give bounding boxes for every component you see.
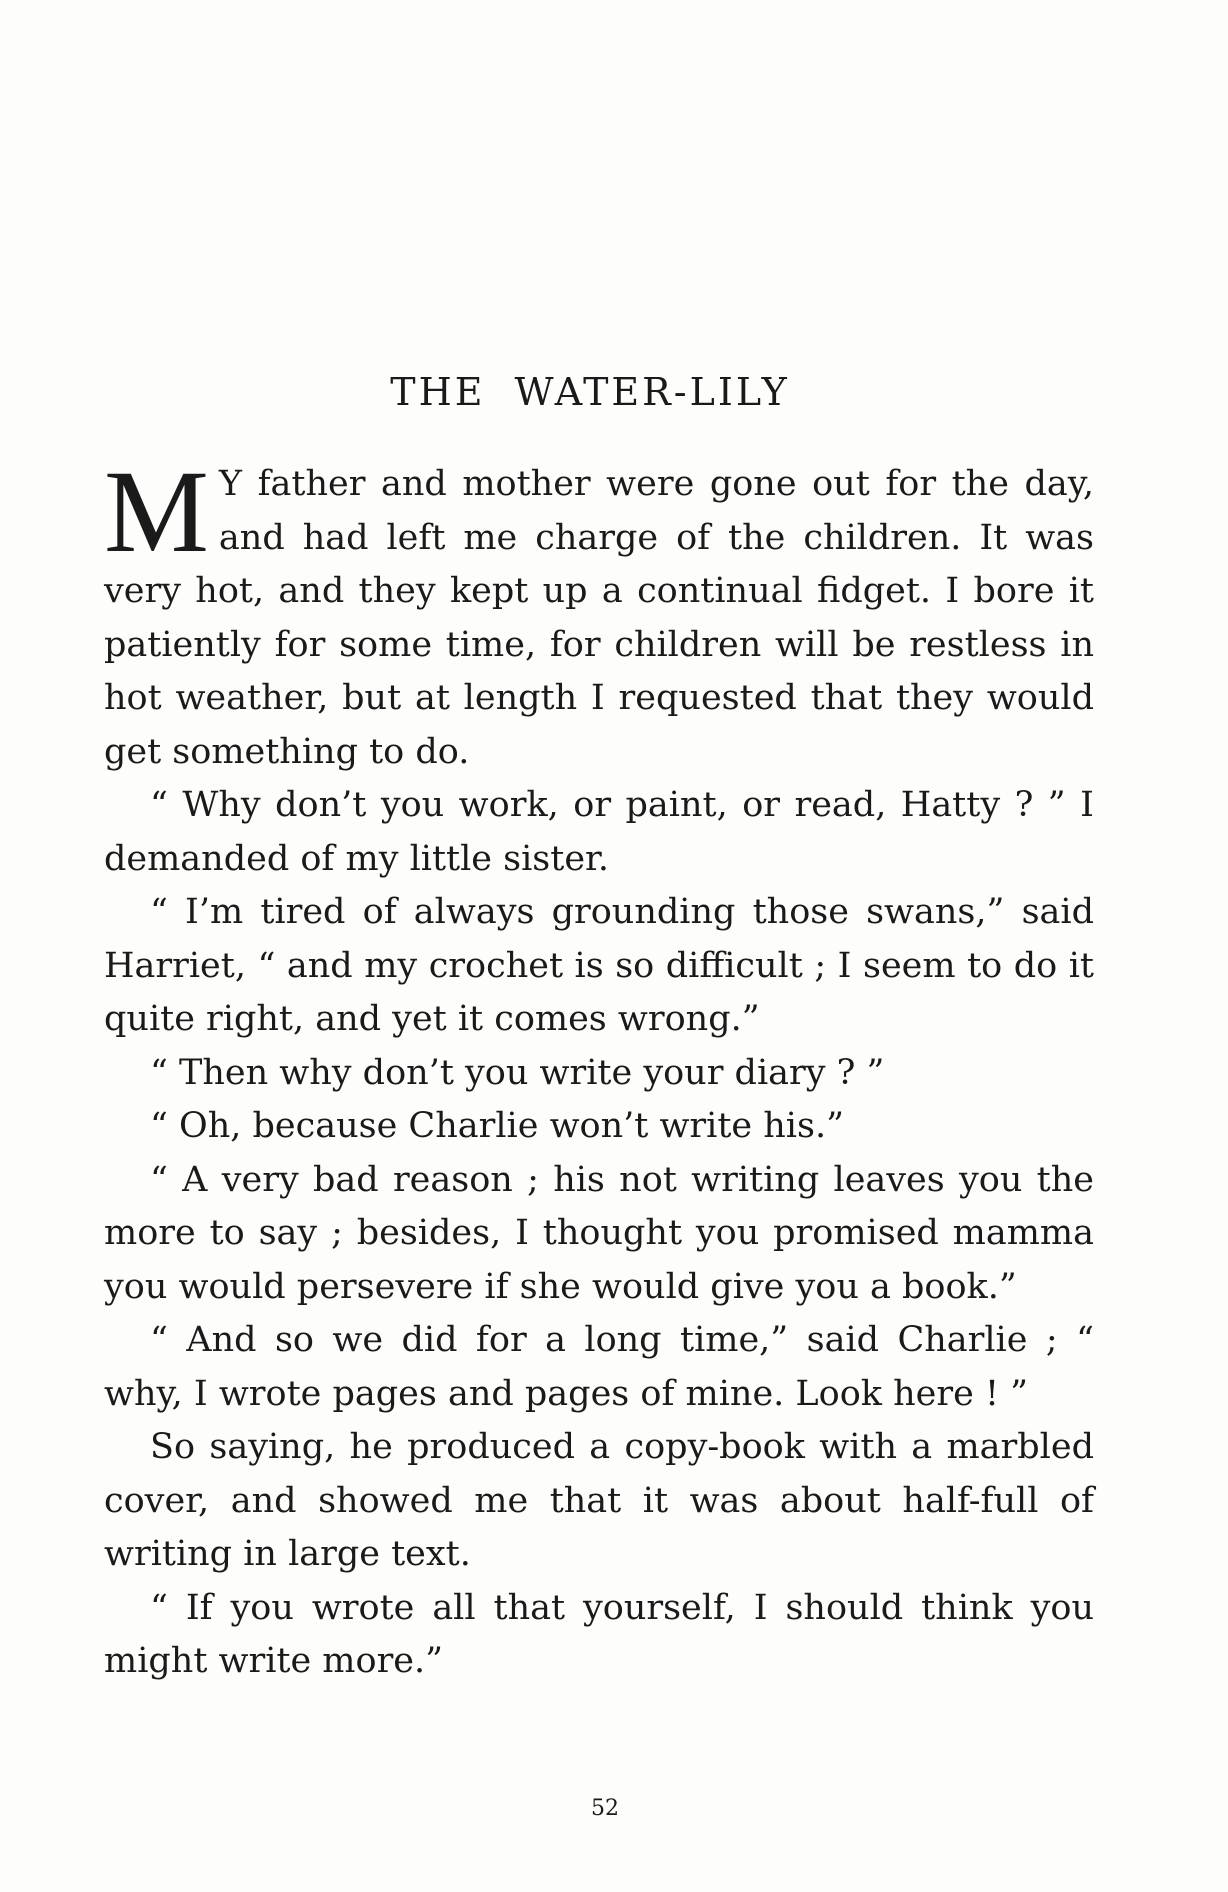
paragraph-1-text: Y father and mother were gone out for the day, and had left me charge of the children. It was very hot, and they kept up a continual fidget. I bore it patiently for some time, for children will be restless in hot weather, but at length I requested that they would get something to do. bbox=[104, 464, 1094, 772]
page-number: 52 bbox=[591, 1796, 619, 1821]
paragraph-6: “ A very bad reason ; his not writing leaves you the more to say ; besides, I thought you promised mamma you would persevere if she would give you a book.” bbox=[104, 1159, 1094, 1307]
paragraph-2: “ Why don’t you work, or paint, or read, Hatty ? ” I demanded of my little sister. bbox=[104, 785, 1094, 879]
paragraph-3: “ I’m tired of always grounding those swans,” said Harriet, “ and my crochet is so difficult ; I seem to do it quite right, and yet it comes wrong.” bbox=[104, 892, 1094, 1039]
drop-cap: M bbox=[104, 446, 209, 577]
paragraph-1 bbox=[104, 446, 1094, 779]
paragraph-7: “ And so we did for a long time,” said Charlie ; “ why, I wrote pages and pages of mine. Look here ! ” bbox=[104, 1320, 1094, 1414]
paragraph-9: “ If you wrote all that yourself, I should think you might write more.” bbox=[104, 1587, 1094, 1681]
chapter-title: THE WATER-LILY bbox=[390, 370, 790, 414]
paragraph-8: So saying, he produced a copy-book with a marbled cover, and showed me that it was about half-full of writing in large text. bbox=[104, 1427, 1094, 1574]
body-text bbox=[104, 446, 1094, 1689]
paragraph-4: “ Then why don’t you write your diary ? ” bbox=[150, 1052, 885, 1093]
paragraph-5: “ Oh, because Charlie won’t write his.” bbox=[150, 1106, 844, 1146]
